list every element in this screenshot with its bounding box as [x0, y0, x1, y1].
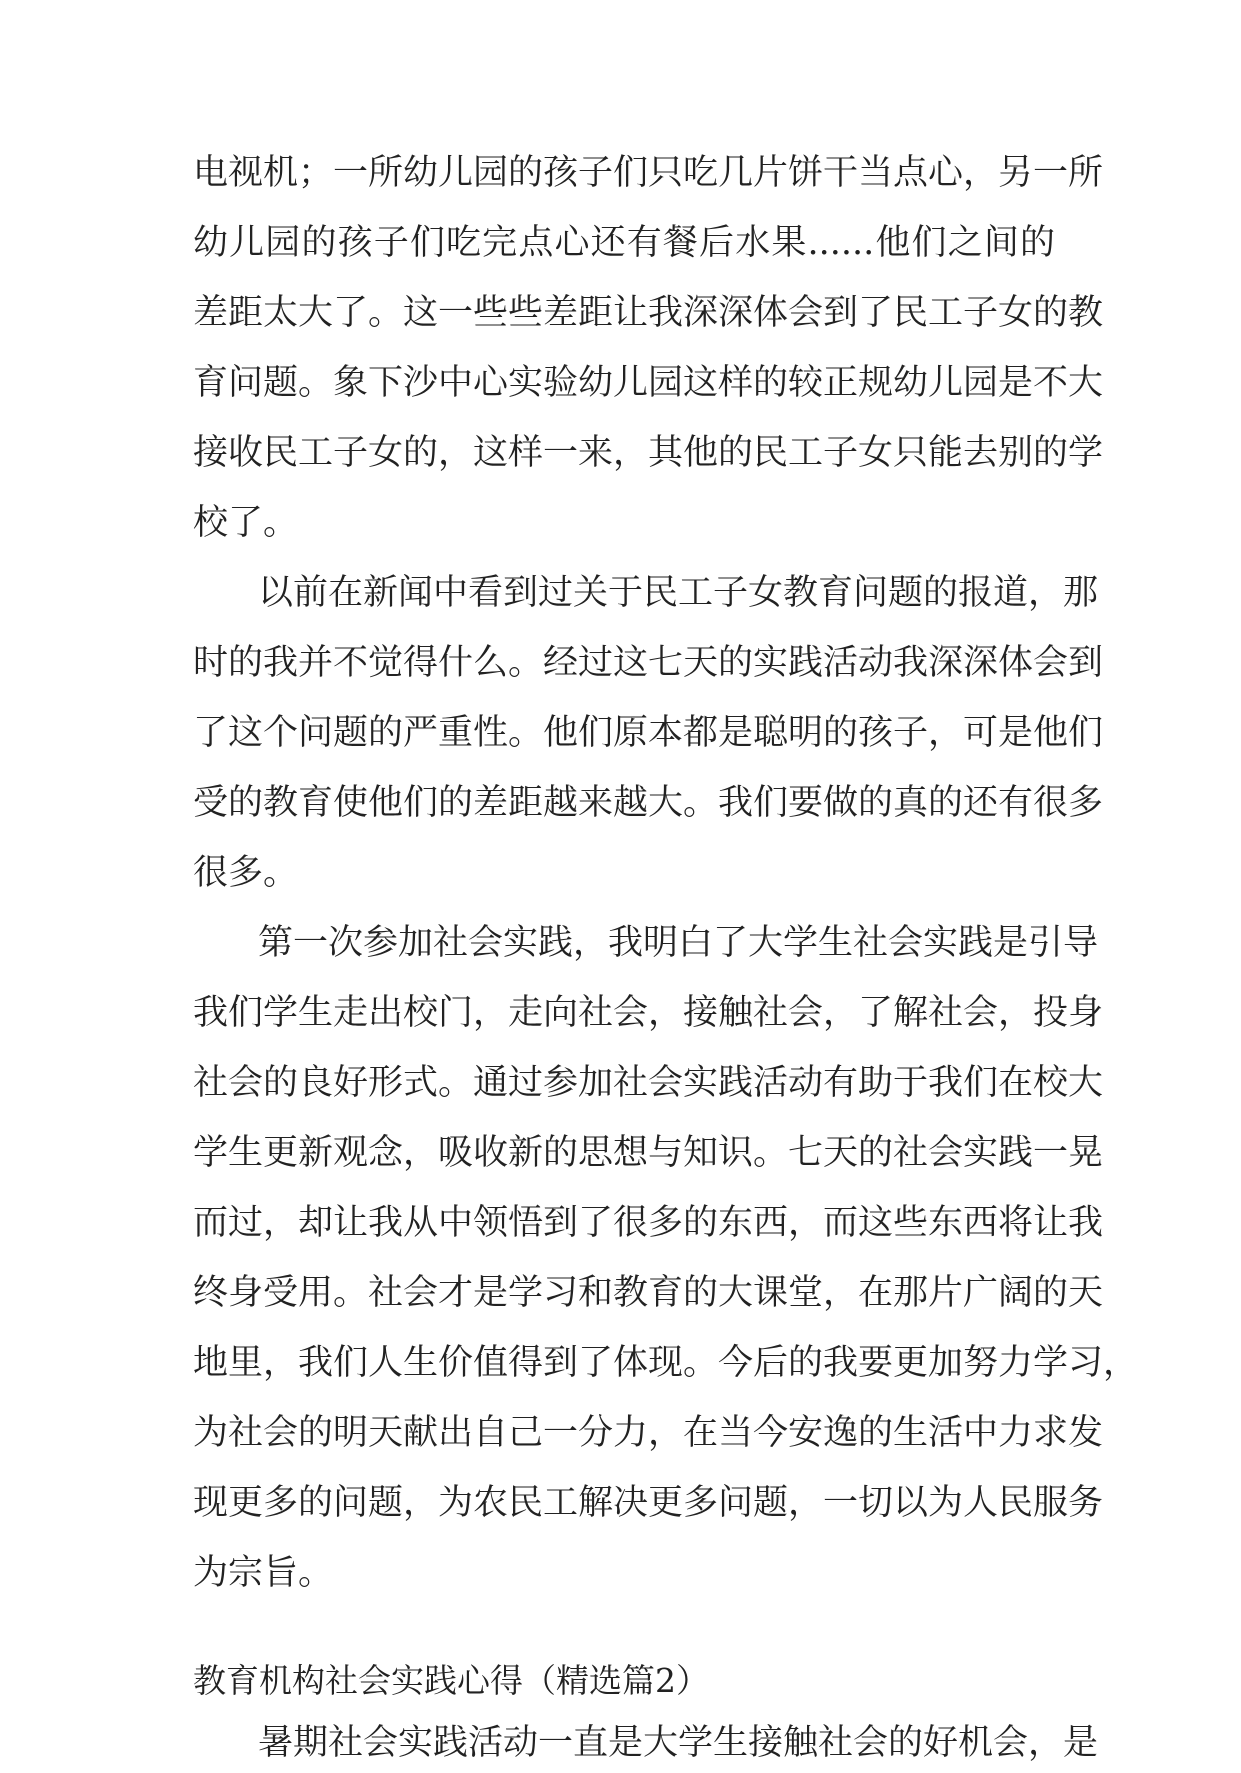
- section-heading: 教育机构社会实践心得（精选篇2）: [193, 1661, 709, 1700]
- text-line: 电视机；一所幼儿园的孩子们只吃几片饼干当点心，另一所: [193, 153, 1104, 193]
- text-line: 为社会的明天献出自己一分力，在当今安逸的生活中力求发: [193, 1413, 1104, 1453]
- text-line: 而过，却让我从中领悟到了很多的东西，而这些东西将让我: [193, 1203, 1104, 1243]
- text-line: 受的教育使他们的差距越来越大。我们要做的真的还有很多: [193, 783, 1104, 823]
- text-line: 幼儿园的孩子们吃完点心还有餐后水果......他们之间的: [193, 223, 1055, 263]
- text-line: 育问题。象下沙中心实验幼儿园这样的较正规幼儿园是不大: [193, 363, 1104, 403]
- text-line: 学生更新观念，吸收新的思想与知识。七天的社会实践一晃: [193, 1133, 1104, 1173]
- text-line: 暑期社会实践活动一直是大学生接触社会的好机会，是: [258, 1723, 1099, 1763]
- text-line: 接收民工子女的，这样一来，其他的民工子女只能去别的学: [193, 433, 1104, 473]
- text-line: 校了。: [193, 503, 299, 543]
- text-line: 很多。: [193, 853, 299, 893]
- text-line: 第一次参加社会实践，我明白了大学生社会实践是引导: [258, 923, 1099, 963]
- text-line: 社会的良好形式。通过参加社会实践活动有助于我们在校大: [193, 1063, 1104, 1103]
- text-line: 时的我并不觉得什么。经过这七天的实践活动我深深体会到: [193, 643, 1104, 683]
- text-line: 了这个问题的严重性。他们原本都是聪明的孩子，可是他们: [193, 713, 1104, 753]
- text-line: 地里，我们人生价值得到了体现。今后的我要更加努力学习，: [193, 1343, 1139, 1383]
- text-line: 现更多的问题，为农民工解决更多问题，一切以为人民服务: [193, 1483, 1104, 1523]
- text-line: 差距太大了。这一些些差距让我深深体会到了民工子女的教: [193, 293, 1104, 333]
- text-line: 终身受用。社会才是学习和教育的大课堂，在那片广阔的天: [193, 1273, 1104, 1313]
- text-line: 我们学生走出校门，走向社会，接触社会，了解社会，投身: [193, 993, 1104, 1033]
- text-line: 为宗旨。: [193, 1553, 334, 1593]
- text-line: 以前在新闻中看到过关于民工子女教育问题的报道，那: [258, 573, 1099, 613]
